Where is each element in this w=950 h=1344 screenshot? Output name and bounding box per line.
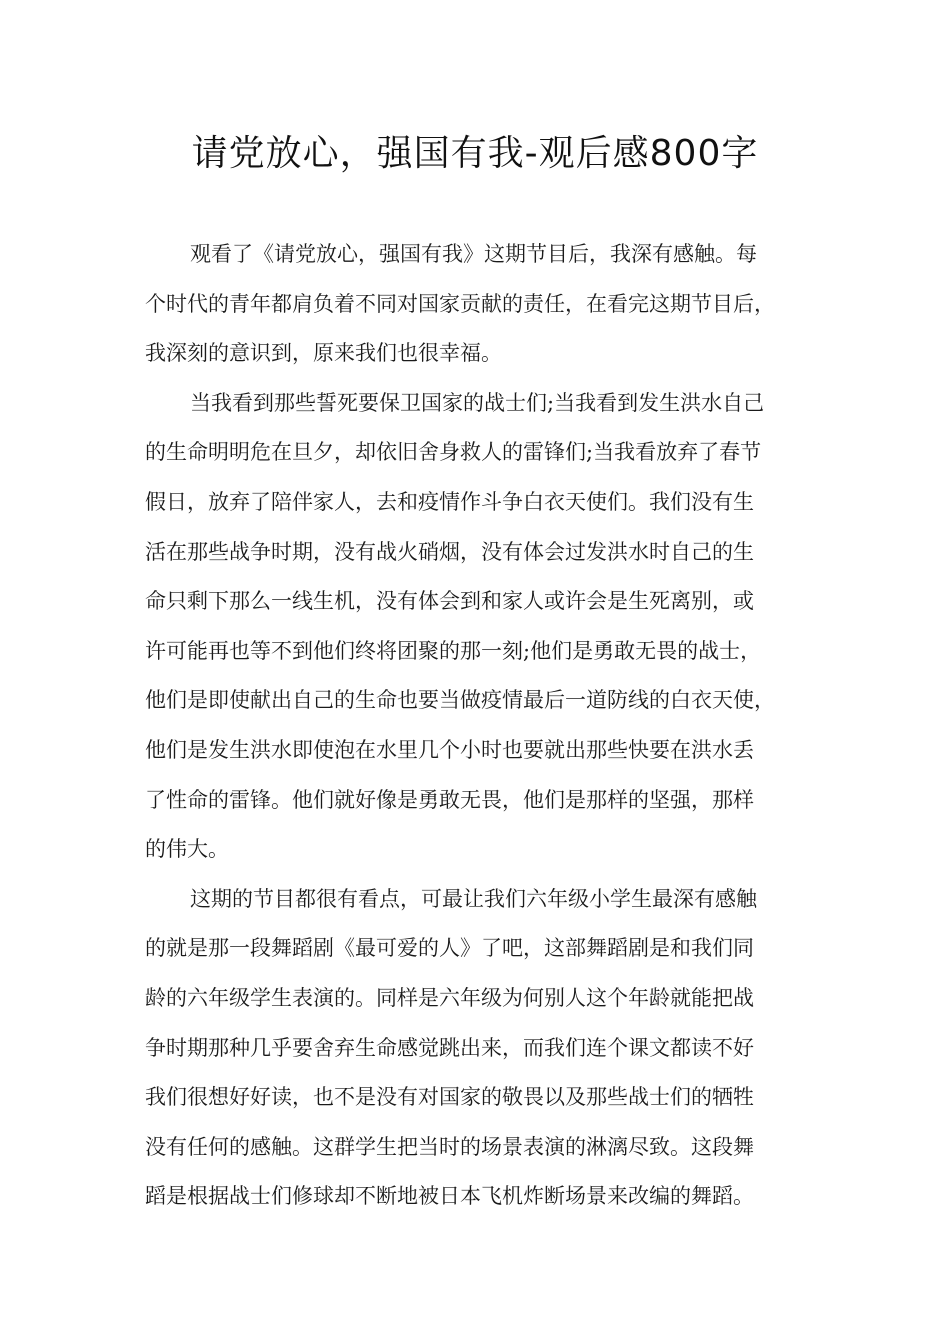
document-title: 请党放心，强国有我-观后感800字 — [191, 133, 759, 174]
paragraph-line: 的伟大。 — [145, 837, 229, 862]
paragraph-line: 我们很想好好读，也不是没有对国家的敬畏以及那些战士们的牺牲 — [145, 1085, 754, 1110]
paragraph-2 — [145, 379, 805, 875]
paragraph-line: 蹈是根据战士们修球却不断地被日本飞机炸断场景来改编的舞蹈。 — [145, 1184, 754, 1209]
paragraph-line: 这期的节目都很有看点，可最让我们六年级小学生最深有感触 — [190, 886, 757, 911]
paragraph-line: 命只剩下那么一线生机，没有体会到和家人或许会是生死离别，或 — [145, 589, 754, 614]
paragraph-line: 观看了《请党放心，强国有我》这期节目后，我深有感触。每 — [190, 242, 757, 266]
paragraph-line: 了性命的雷锋。他们就好像是勇敢无畏，他们是那样的坚强，那样 — [145, 787, 754, 812]
paragraph-line: 争时期那种几乎要舍弃生命感觉跳出来，而我们连个课文都读不好 — [145, 1035, 754, 1060]
paragraph-line: 没有任何的感触。这群学生把当时的场景表演的淋漓尽致。这段舞 — [145, 1134, 754, 1159]
paragraph-line: 他们是发生洪水即使泡在水里几个小时也要就出那些快要在洪水丢 — [145, 737, 754, 762]
document-body — [145, 230, 805, 1222]
paragraph-line: 活在那些战争时期，没有战火硝烟，没有体会过发洪水时自己的生 — [145, 539, 754, 564]
paragraph-line: 个时代的青年都肩负着不同对国家贡献的责任，在看完这期节目后， — [145, 291, 775, 316]
paragraph-line: 的生命明明危在旦夕，却依旧舍身救人的雷锋们;当我看放弃了春节 — [145, 440, 762, 465]
paragraph-line: 许可能再也等不到他们终将团聚的那一刻;他们是勇敢无畏的战士， — [145, 638, 762, 663]
paragraph-line: 龄的六年级学生表演的。同样是六年级为何别人这个年龄就能把战 — [145, 985, 754, 1010]
paragraph-line: 我深刻的意识到，原来我们也很幸福。 — [145, 341, 502, 366]
paragraph-line: 他们是即使献出自己的生命也要当做疫情最后一道防线的白衣天使， — [145, 688, 775, 713]
paragraph-line: 的就是那一段舞蹈剧《最可爱的人》了吧，这部舞蹈剧是和我们同 — [145, 936, 754, 961]
paragraph-line: 假日，放弃了陪伴家人，去和疫情作斗争白衣天使们。我们没有生 — [145, 489, 754, 514]
paragraph-3 — [145, 875, 805, 1222]
paragraph-line: 当我看到那些誓死要保卫国家的战士们;当我看到发生洪水自己 — [190, 390, 765, 415]
paragraph-1 — [145, 230, 805, 379]
